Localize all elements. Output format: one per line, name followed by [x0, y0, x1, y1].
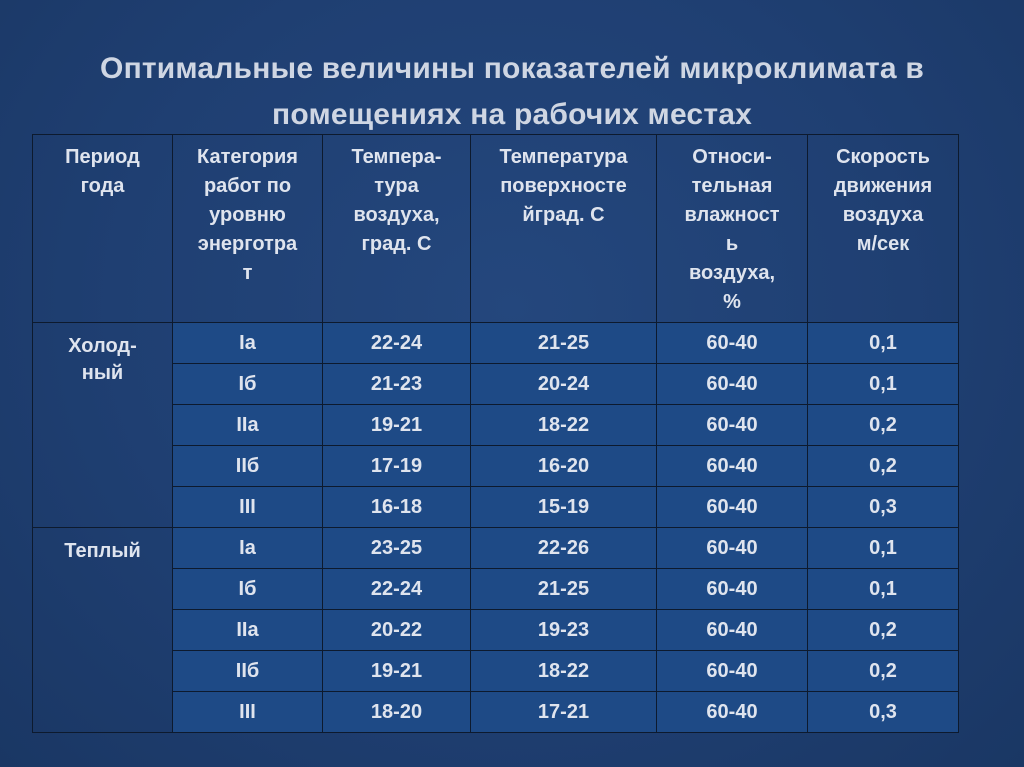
header-text: йград. С [522, 204, 605, 226]
humidity-cell: 60-40 [657, 610, 808, 651]
header-text: град. С [361, 233, 432, 255]
surface-temp-cell: 15-19 [471, 487, 657, 528]
header-relative-humidity [657, 135, 808, 323]
surface-temp-cell: 21-25 [471, 323, 657, 364]
air-velocity-cell: 0,2 [808, 651, 959, 692]
header-text: тура [374, 175, 419, 197]
header-text: Температура [499, 146, 628, 168]
surface-temp-cell: 21-25 [471, 569, 657, 610]
category-cell: IIа [173, 405, 323, 446]
air-velocity-cell: 0,1 [808, 528, 959, 569]
header-row [33, 135, 959, 323]
air-velocity-cell: 0,2 [808, 405, 959, 446]
header-period [33, 135, 173, 323]
category-cell: IIб [173, 446, 323, 487]
category-cell: Iа [173, 323, 323, 364]
humidity-cell: 60-40 [657, 364, 808, 405]
header-text: м/сек [856, 233, 910, 255]
header-surface-temperature [471, 135, 657, 323]
air-temp-cell: 19-21 [323, 405, 471, 446]
header-text: Категория [197, 146, 298, 168]
period-cell-cold [33, 323, 173, 528]
air-temp-cell: 18-20 [323, 692, 471, 733]
header-text: поверхносте [500, 175, 627, 197]
header-text: воздуха, [353, 204, 440, 226]
air-temp-cell: 22-24 [323, 569, 471, 610]
period-text: Холод- [68, 335, 137, 357]
surface-temp-cell: 20-24 [471, 364, 657, 405]
humidity-cell: 60-40 [657, 323, 808, 364]
header-text: влажност [684, 204, 780, 226]
header-text: Период [65, 146, 140, 168]
humidity-cell: 60-40 [657, 446, 808, 487]
header-text: ь [725, 233, 739, 255]
header-text: года [80, 175, 125, 197]
category-cell: III [173, 487, 323, 528]
header-text: уровню [209, 204, 286, 226]
surface-temp-cell: 19-23 [471, 610, 657, 651]
header-text: работ по [203, 175, 292, 197]
air-velocity-cell: 0,3 [808, 487, 959, 528]
air-velocity-cell: 0,1 [808, 364, 959, 405]
category-cell: IIа [173, 610, 323, 651]
air-temp-cell: 23-25 [323, 528, 471, 569]
header-air-temperature [323, 135, 471, 323]
surface-temp-cell: 18-22 [471, 651, 657, 692]
humidity-cell: 60-40 [657, 692, 808, 733]
period-text: ный [81, 362, 124, 384]
header-text: движения [833, 175, 933, 197]
air-temp-cell: 17-19 [323, 446, 471, 487]
humidity-cell: 60-40 [657, 651, 808, 692]
header-work-category [173, 135, 323, 323]
air-velocity-cell: 0,1 [808, 323, 959, 364]
header-text: т [242, 262, 253, 284]
air-velocity-cell: 0,2 [808, 610, 959, 651]
surface-temp-cell: 17-21 [471, 692, 657, 733]
header-text: воздуха, [688, 262, 776, 284]
air-velocity-cell: 0,3 [808, 692, 959, 733]
header-text: Темпера- [351, 146, 442, 168]
microclimate-table [32, 134, 959, 733]
category-cell: Iб [173, 569, 323, 610]
air-temp-cell: 22-24 [323, 323, 471, 364]
title-line-2: помещениях на рабочих местах [272, 98, 752, 131]
period-text: Теплый [64, 540, 141, 562]
header-air-velocity [808, 135, 959, 323]
header-text: энерготра [197, 233, 298, 255]
air-velocity-cell: 0,1 [808, 569, 959, 610]
category-cell: IIб [173, 651, 323, 692]
air-temp-cell: 21-23 [323, 364, 471, 405]
humidity-cell: 60-40 [657, 405, 808, 446]
table-row [33, 323, 959, 364]
period-cell-warm [33, 528, 173, 733]
header-text: % [723, 291, 741, 313]
humidity-cell: 60-40 [657, 569, 808, 610]
air-temp-cell: 20-22 [323, 610, 471, 651]
category-cell: Iа [173, 528, 323, 569]
humidity-cell: 60-40 [657, 487, 808, 528]
surface-temp-cell: 22-26 [471, 528, 657, 569]
category-cell: III [173, 692, 323, 733]
category-cell: Iб [173, 364, 323, 405]
header-text: Относи- [692, 146, 772, 168]
surface-temp-cell: 16-20 [471, 446, 657, 487]
table-row [33, 528, 959, 569]
header-text: воздуха [842, 204, 924, 226]
slide-title [0, 46, 1024, 138]
humidity-cell: 60-40 [657, 528, 808, 569]
air-temp-cell: 19-21 [323, 651, 471, 692]
title-line-1: Оптимальные величины показателей микроклимата в [100, 52, 924, 85]
header-text: тельная [691, 175, 773, 197]
air-temp-cell: 16-18 [323, 487, 471, 528]
air-velocity-cell: 0,2 [808, 446, 959, 487]
header-text: Скорость [836, 146, 930, 168]
surface-temp-cell: 18-22 [471, 405, 657, 446]
